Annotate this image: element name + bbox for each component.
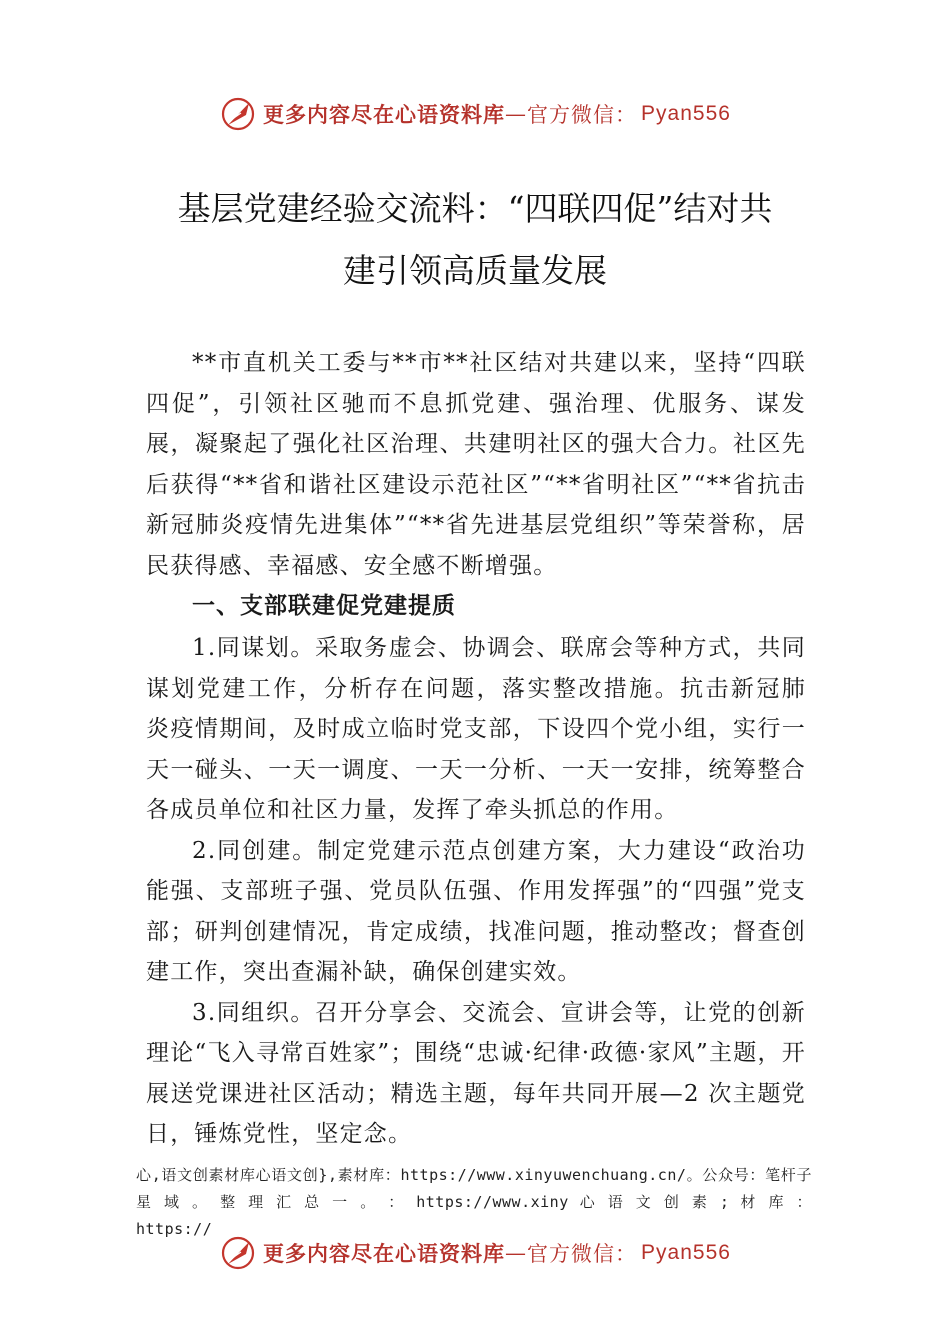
title-line-2: 建引领高质量发展	[343, 251, 607, 290]
section-heading: 一、支部联建促党建提质	[192, 593, 456, 619]
banner-handle: Pyan556	[641, 102, 731, 125]
banner-brand: 更多内容尽在心语资料库	[263, 102, 506, 127]
document-title	[0, 177, 950, 303]
title-line-1: 基层党建经验交流料：“四联四促”结对共	[177, 189, 773, 228]
item-paragraph-3: 3.同组织。召开分享会、交流会、宣讲会等，让党的创新理论“飞入寻常百姓家”；围绕“忠诚·纪律·政德·家风”主题，开展送党课进社区活动；精选主题，每年共同开展—2 次主题党日，锤炼党性，坚定念。	[146, 999, 806, 1147]
top-banner	[0, 94, 950, 134]
banner-wechat-label: 官方微信：	[527, 103, 638, 127]
quill-logo-icon	[219, 1234, 257, 1272]
banner-dash: —	[505, 102, 528, 126]
source-note: 心,语文创素材库心语文创},素材库：https://www.xinyuwenchuang.cn/。公众号：笔杆子星 域 。 整 理 汇 总 一 。 ： https://www.xiny 心 语 文 创 素 ; 材 库 ： https://	[136, 1166, 812, 1238]
banner-brand: 更多内容尽在心语资料库	[263, 1241, 506, 1266]
item-paragraph-2: 2.同创建。制定党建示范点创建方案，大力建设“政治功能强、支部班子强、党员队伍强、作用发挥强”的“四强”党支部；研判创建情况，肯定成绩，找准问题，推动整改；督查创建工作，突出查漏补缺，确保创建实效。	[146, 837, 806, 985]
item-paragraph-1: 1.同谋划。采取务虚会、协调会、联席会等种方式，共同谋划党建工作，分析存在问题，落实整改措施。抗击新冠肺 炎疫情期间，及时成立临时党支部，下设四个党小组，实行一天一碰头、一天一调度、一天一分析、一天一安排，统筹整合各成员单位和社区力量，发挥了牵头抓总的作用。	[146, 635, 806, 823]
bottom-banner	[0, 1233, 950, 1273]
banner-handle: Pyan556	[641, 1241, 731, 1264]
document-body	[146, 343, 806, 1155]
quill-logo-icon	[219, 95, 257, 133]
banner-dash: —	[505, 1241, 528, 1265]
intro-paragraph: **市直机关工委与**市**社区结对共建以来，坚持“四联四促”，引领社区驰而不息抓党建、强治理、优服务、谋发展，凝聚起了强化社区治理、共建明社区的强大合力。社区先后获得“**省和谐社区建设示范社区”“**省明社区”“**省抗击 新冠肺炎疫情先进集体”“**省先进基层党组织”等荣誉称，居民获得感、幸福感、安全感不断增强。	[146, 350, 806, 579]
banner-wechat-label: 官方微信：	[527, 1242, 638, 1266]
